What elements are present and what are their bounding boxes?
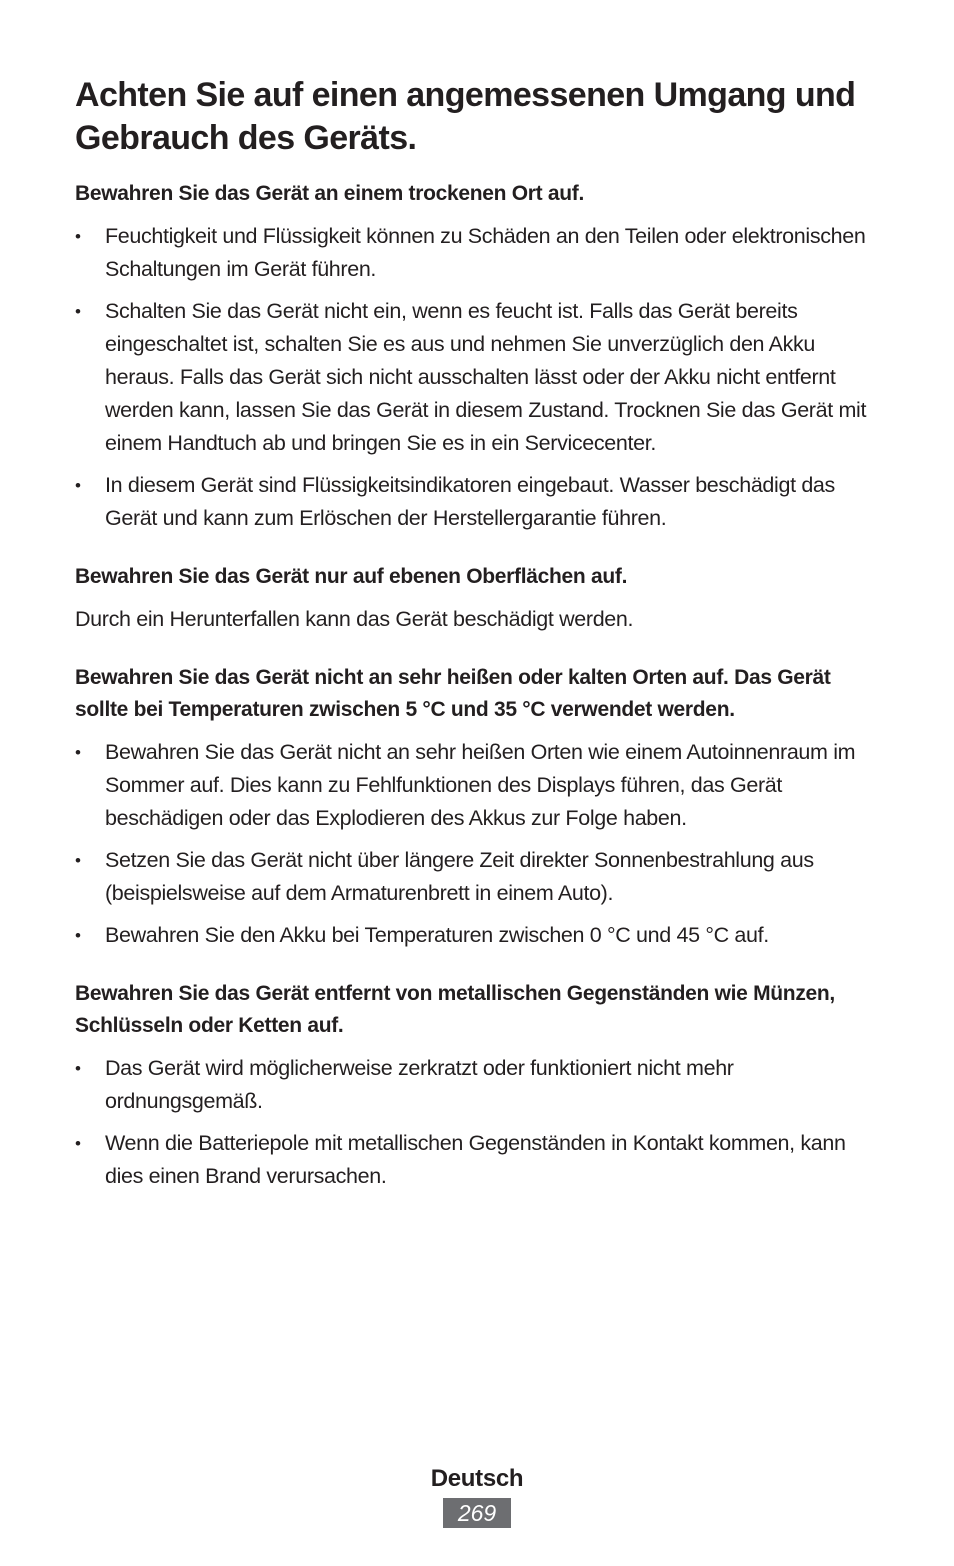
list-item	[75, 844, 887, 910]
bullet-list	[75, 1052, 887, 1193]
section-text: Durch ein Herunterfallen kann das Gerät beschädigt werden.	[75, 607, 634, 631]
bullet-icon: •	[75, 227, 81, 246]
list-item-text: Feuchtigkeit und Flüssigkeit können zu Schäden an den Teilen oder elektronischen Schaltungen im Gerät führen.	[105, 224, 866, 281]
bullet-list	[75, 736, 887, 952]
section-heading: Bewahren Sie das Gerät entfernt von metallischen Gegenständen wie Münzen, Schlüsseln oder Ketten auf.	[75, 982, 835, 1037]
list-item-text: Das Gerät wird möglicherweise zerkratzt oder funktioniert nicht mehr ordnungsgemäß.	[105, 1056, 734, 1113]
section-heading: Bewahren Sie das Gerät an einem trockenen Ort auf.	[75, 182, 585, 205]
list-item-text: Setzen Sie das Gerät nicht über längere Zeit direkter Sonnenbestrahlung aus (beispielsweise auf dem Armaturenbrett in einem Auto).	[105, 848, 814, 905]
section-heading: Bewahren Sie das Gerät nur auf ebenen Oberflächen auf.	[75, 565, 628, 588]
section-metal-objects	[75, 978, 887, 1193]
footer-language: Deutsch	[430, 1465, 524, 1492]
list-item	[75, 295, 887, 460]
section-dry-place	[75, 178, 887, 535]
bullet-icon: •	[75, 926, 81, 945]
list-item	[75, 220, 887, 286]
document-page	[75, 74, 887, 1219]
page-number-badge: 269	[443, 1498, 511, 1528]
list-item-text: Schalten Sie das Gerät nicht ein, wenn es feucht ist. Falls das Gerät bereits eingeschaltet ist, schalten Sie es aus und nehmen Sie unverzüglich den Akku heraus. Falls das Gerät sich nicht ausschalten lässt oder der Akku nicht entfernt werden kann, lassen Sie das Gerät in diesem Zustand. Trocknen Sie das Gerät mit einem Handtuch ab und bringen Sie es in ein Servicecenter.	[105, 299, 867, 455]
list-item	[75, 469, 887, 535]
list-item	[75, 1127, 887, 1193]
section-temperature	[75, 662, 887, 952]
bullet-icon: •	[75, 302, 81, 321]
section-heading: Bewahren Sie das Gerät nicht an sehr heißen oder kalten Orten auf. Das Gerät sollte bei Temperaturen zwischen 5 °C und 35 °C verwendet werden.	[75, 666, 831, 721]
page-title: Achten Sie auf einen angemessenen Umgang und Gebrauch des Geräts.	[75, 76, 856, 157]
bullet-list	[75, 220, 887, 535]
bullet-icon: •	[75, 851, 81, 870]
section-flat-surface	[75, 561, 887, 636]
bullet-icon: •	[75, 1134, 81, 1153]
bullet-icon: •	[75, 1059, 81, 1078]
bullet-icon: •	[75, 476, 81, 495]
list-item-text: Wenn die Batteriepole mit metallischen Gegenständen in Kontakt kommen, kann dies einen Brand verursachen.	[105, 1131, 846, 1188]
list-item-text: Bewahren Sie den Akku bei Temperaturen zwischen 0 °C und 45 °C auf.	[105, 923, 769, 947]
list-item-text: Bewahren Sie das Gerät nicht an sehr heißen Orten wie einem Autoinnenraum im Sommer auf. Dies kann zu Fehlfunktionen des Displays führen, das Gerät beschädigen oder das Explodieren des Akkus zur Folge haben.	[105, 740, 856, 830]
list-item	[75, 1052, 887, 1118]
list-item	[75, 736, 887, 835]
page-footer	[0, 1462, 954, 1528]
bullet-icon: •	[75, 743, 81, 762]
list-item	[75, 919, 887, 952]
list-item-text: In diesem Gerät sind Flüssigkeitsindikatoren eingebaut. Wasser beschädigt das Gerät und kann zum Erlöschen der Herstellergarantie führen.	[105, 473, 835, 530]
